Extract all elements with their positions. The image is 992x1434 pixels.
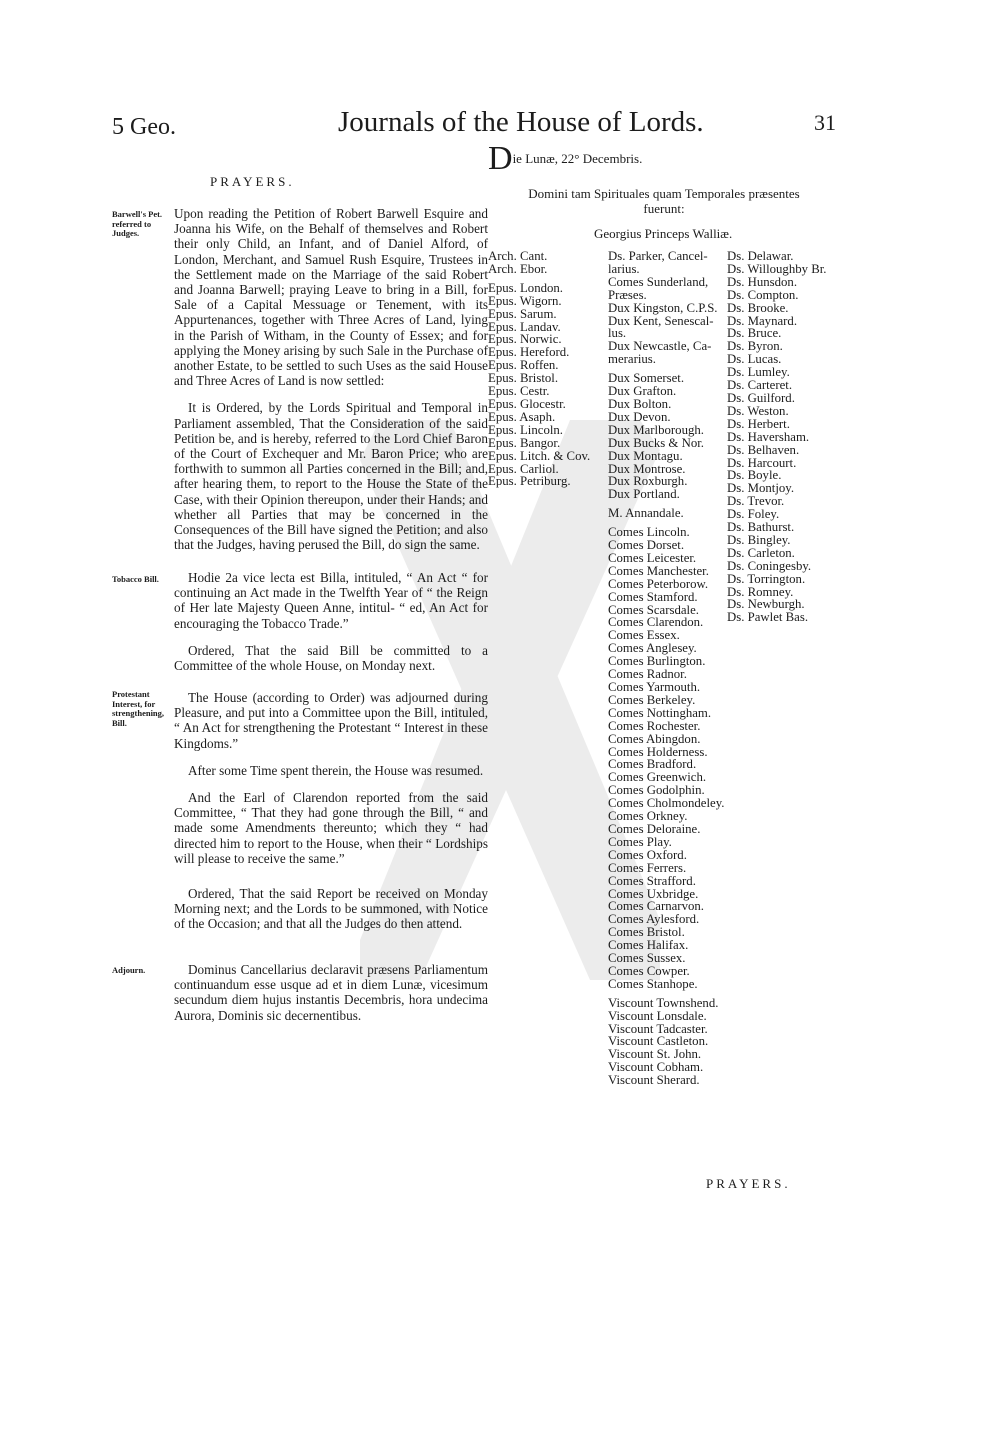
- lord-entry: Ds. Trevor.: [727, 494, 785, 509]
- lord-entry: Dux Montrose.: [608, 461, 686, 476]
- lord-entry: Epus. London.: [488, 280, 564, 295]
- lord-entry: Comes Uxbridge.: [608, 886, 699, 901]
- lord-entry: Comes Dorset.: [608, 538, 685, 553]
- lord-entry: Comes Rochester.: [608, 718, 701, 733]
- lord-entry: Ds. Lumley.: [727, 365, 790, 380]
- lord-entry: Epus. Norwic.: [488, 332, 562, 347]
- margin-note-barwell: Barwell's Pet. referred to Judges.: [112, 209, 163, 238]
- lord-entry: Ds. Bathurst.: [727, 520, 795, 535]
- lord-entry: Comes Manchester.: [608, 563, 709, 578]
- lord-entry: Epus. Asaph.: [488, 409, 556, 424]
- running-head-title: Journals of the House of Lords.: [338, 106, 704, 138]
- lord-entry: Dux Montagu.: [608, 448, 683, 463]
- paragraph-tobacco-order: Ordered, That the said Bill be committed to a Committee of the whole House, on Monday next.: [174, 642, 488, 674]
- lord-entry: Præses.: [608, 287, 647, 302]
- section-barwell: [174, 206, 488, 564]
- lord-entry: Arch. Cant.: [488, 249, 548, 263]
- lord-entry: Epus. Hereford.: [488, 345, 570, 360]
- lord-entry: Epus. Wigorn.: [488, 293, 562, 308]
- lords-list-spiritual: [488, 250, 590, 488]
- lord-entry: Ds. Byron.: [727, 339, 783, 354]
- margin-note-protestant: Protestant Interest, for strengthening, Bill.: [112, 689, 165, 728]
- lord-entry: Viscount Townshend.: [608, 995, 719, 1010]
- lord-entry: Comes Sunderland,: [608, 274, 709, 289]
- lord-entry: Comes Burlington.: [608, 654, 706, 669]
- lord-entry: Ds. Parker, Cancel-: [608, 249, 708, 263]
- prince-of-wales-line: Georgius Princeps Walliæ.: [594, 226, 733, 241]
- lord-entry: Comes Clarendon.: [608, 615, 704, 630]
- lord-entry: Viscount St. John.: [608, 1047, 702, 1062]
- lord-entry: Comes Greenwich.: [608, 770, 707, 785]
- section-protestant: [174, 690, 488, 944]
- lord-entry: Dux Marlborough.: [608, 422, 704, 437]
- catchword: PRAYERS.: [706, 1176, 791, 1191]
- lord-entry: Dux Portland.: [608, 487, 680, 502]
- lord-entry: Ds. Lucas.: [727, 352, 782, 367]
- lord-entry: Dux Somerset.: [608, 371, 685, 386]
- lord-entry: Ds. Pawlet Bas.: [727, 610, 809, 625]
- left-column-heading: PRAYERS.: [210, 174, 295, 189]
- lord-entry: Comes Halifax.: [608, 938, 689, 953]
- lord-entry: Comes Cholmondeley.: [608, 796, 725, 811]
- lord-entry: Dux Newcastle, Ca-: [608, 339, 712, 354]
- lord-entry: Comes Stamford.: [608, 589, 698, 604]
- lord-entry: Ds. Belhaven.: [727, 442, 800, 457]
- lord-entry: Dux Roxburgh.: [608, 474, 688, 489]
- paragraph-protestant-resumed: After some Time spent therein, the House was resumed.: [188, 762, 484, 778]
- lord-entry: Comes Aylesford.: [608, 912, 700, 927]
- lord-entry: Epus. Sarum.: [488, 306, 557, 321]
- lord-entry: Ds. Guilford.: [727, 390, 795, 405]
- paragraph-protestant-order: Ordered, That the said Report be received on Monday Morning next; and the Lords to be summoned, with Notice of the Occasion; and that all the Judges do then attend.: [174, 886, 488, 932]
- paragraph-adjourn: Dominus Cancellarius declaravit præsens Parliamentum continuandum esse usque ad et in diem Lunæ, vicesimum secundum diem hujus instantis Decembris, hora undecima Aurora, Dominis sic decernentibus.: [174, 962, 488, 1023]
- lord-entry: merarius.: [608, 352, 656, 367]
- lord-entry: Comes Carnarvon.: [608, 899, 704, 914]
- lord-entry: Dux Bolton.: [608, 396, 672, 411]
- lord-entry: Ds. Maynard.: [727, 313, 798, 328]
- lord-entry: Ds. Hunsdon.: [727, 274, 798, 289]
- lord-entry: Comes Oxford.: [608, 847, 687, 862]
- lord-entry: Ds. Carteret.: [727, 378, 793, 393]
- date-line-text: ie Lunæ, 22° Decembris.: [512, 151, 643, 166]
- margin-note-adjourn: Adjourn.: [112, 965, 146, 975]
- lord-entry: Comes Radnor.: [608, 667, 687, 682]
- lord-entry: Ds. Newburgh.: [727, 597, 805, 612]
- lord-entry: Comes Bristol.: [608, 925, 685, 940]
- lord-entry: Comes Lincoln.: [608, 525, 690, 540]
- lord-entry: lus.: [608, 326, 627, 341]
- lord-entry: Comes Play.: [608, 834, 672, 849]
- lord-entry: Ds. Romney.: [727, 584, 794, 599]
- lord-entry: Dux Devon.: [608, 409, 671, 424]
- paragraph-barwell-order: It is Ordered, by the Lords Spiritual and Temporal in Parliament assembled, That the Consideration of the said Petition be, and is hereby, referred to the Lord Chief Baron of the Court of Exchequer and Mr. Baron Price; who are forthwith to summon all Parties concerned in the Bill; and, after hearing them, to report to the House the State of the Case, with their Opinion thereupon, under their Hands; and whether all Parties that may be concerned in the Consequences of the Bill have signed the Petition; and also that the Judges, having perused the Bill, do sign the same.: [174, 400, 488, 553]
- lord-entry: Epus. Petriburg.: [488, 474, 571, 489]
- paragraph-protestant-committee: The House (according to Order) was adjourned during Pleasure, and put into a Committee upon the Bill, intituled, “ An Act for strengthening the Protestant “ Interest in these Kingdoms.”: [174, 690, 488, 751]
- lord-entry: Epus. Carliol.: [488, 461, 559, 476]
- lord-entry: Ds. Foley.: [727, 507, 780, 522]
- lord-entry: Comes Ferrers.: [608, 860, 687, 875]
- lord-entry: Ds. Coningesby.: [727, 558, 812, 573]
- lord-entry: Comes Sussex.: [608, 951, 686, 966]
- lord-entry: Epus. Bangor.: [488, 435, 561, 450]
- date-line: [488, 140, 643, 177]
- lord-entry: Ds. Delawar.: [727, 249, 794, 263]
- lord-entry: Viscount Lonsdale.: [608, 1008, 707, 1023]
- lord-entry: Epus. Landav.: [488, 319, 561, 334]
- lord-entry: Epus. Lincoln.: [488, 422, 563, 437]
- page-number: 31: [814, 110, 836, 135]
- lord-entry: Comes Yarmouth.: [608, 680, 701, 694]
- lord-entry: Comes Essex.: [608, 628, 680, 643]
- lord-entry: Epus. Bristol.: [488, 371, 559, 386]
- lord-entry: Viscount Cobham.: [608, 1060, 704, 1075]
- lord-entry: Comes Cowper.: [608, 963, 690, 978]
- drop-cap: D: [488, 140, 513, 177]
- lord-entry: Comes Godolphin.: [608, 783, 705, 798]
- lord-entry: M. Annandale.: [608, 506, 684, 521]
- lord-entry: Comes Peterborow.: [608, 576, 709, 591]
- lords-list-temporal: [608, 250, 724, 1087]
- paragraph-tobacco-reading: Hodie 2a vice lecta est Billa, intituled, “ An Act “ for continuing an Act made in the Twelfth Year of “ the Reign of Her late Majesty Queen Anne, intitul- “ ed, An Act for encouraging the Tobacco Trade.”: [174, 570, 488, 631]
- lord-entry: Comes Holderness.: [608, 744, 708, 759]
- lord-entry: Arch. Ebor.: [488, 261, 548, 276]
- lord-entry: Ds. Bruce.: [727, 326, 782, 341]
- lord-entry: Ds. Carleton.: [727, 545, 795, 560]
- lord-entry: Comes Scarsdale.: [608, 602, 699, 617]
- lord-entry: larius.: [608, 261, 640, 276]
- lord-entry: Dux Kingston, C.P.S.: [608, 300, 718, 315]
- lord-entry: Ds. Herbert.: [727, 416, 790, 431]
- lord-entry: Epus. Litch. & Cov.: [488, 448, 591, 463]
- lord-entry: Ds. Torrington.: [727, 571, 806, 586]
- attendance-heading: Domini tam Spirituales quam Temporales præsentes fuerunt:: [528, 186, 800, 216]
- margin-note-tobacco: Tobacco Bill.: [112, 574, 159, 584]
- section-adjourn: [174, 962, 488, 1035]
- lord-entry: Comes Strafford.: [608, 873, 696, 888]
- lord-entry: Ds. Willoughby Br.: [727, 261, 827, 276]
- running-head-regnal-year: 5 Geo.: [112, 114, 176, 140]
- lord-entry: Comes Berkeley.: [608, 692, 696, 707]
- lord-entry: Epus. Cestr.: [488, 384, 550, 399]
- lord-entry: Comes Bradford.: [608, 757, 697, 772]
- lord-entry: Viscount Tadcaster.: [608, 1021, 708, 1036]
- lord-entry: Dux Bucks & Nor.: [608, 435, 704, 450]
- lord-entry: Ds. Weston.: [727, 403, 789, 418]
- lord-entry: Comes Orkney.: [608, 809, 688, 824]
- lord-entry: Ds. Montjoy.: [727, 481, 795, 496]
- lord-entry: Comes Abingdon.: [608, 731, 701, 746]
- paragraph-barwell-petition: Upon reading the Petition of Robert Barwell Esquire and Joanna his Wife, on the Behalf of themselves and Robert their only Child, an Infant, and of Daniel Alford, of London, Merchant, and Samuel Rush Esquire, Trustees in the Settlement made on the Marriage of the said Robert and Joanna Barwell; praying Leave to bring in a Bill, for Sale of a Capital Messuage or Tenement, with its Appurtenances, together with Three Acres of Land, lying in the Parish of Witham, in the County of Essex; and for applying the Money arising by such Sale in the Purchase of another Estate, to be settled to such Uses as the said House and Three Acres of Land is now settled:: [174, 206, 488, 389]
- lord-entry: Ds. Harcourt.: [727, 455, 797, 470]
- lord-entry: Dux Kent, Senescal-: [608, 313, 714, 328]
- lord-entry: Comes Nottingham.: [608, 705, 712, 720]
- lord-entry: Epus. Glocestr.: [488, 396, 566, 411]
- lord-entry: Comes Deloraine.: [608, 821, 701, 836]
- lord-entry: Dux Grafton.: [608, 384, 677, 399]
- lord-entry: Ds. Compton.: [727, 287, 799, 302]
- lords-list-barons: [727, 250, 827, 624]
- lord-entry: Viscount Sherard.: [608, 1073, 700, 1088]
- lord-entry: Ds. Boyle.: [727, 468, 782, 483]
- lord-entry: Comes Stanhope.: [608, 976, 698, 991]
- section-tobacco: [174, 570, 488, 685]
- lord-entry: Ds. Haversham.: [727, 429, 810, 444]
- lord-entry: Comes Leicester.: [608, 550, 697, 565]
- lord-entry: Epus. Roffen.: [488, 358, 559, 373]
- lord-entry: Comes Anglesey.: [608, 641, 697, 656]
- paragraph-protestant-report: And the Earl of Clarendon reported from the said Committee, “ That they had gone through the Bill, “ and made some Amendments thereunto; which they “ had directed him to report to the House, when their “ Lordships will please to receive the same.”: [174, 790, 488, 866]
- lord-entry: Ds. Bingley.: [727, 532, 791, 547]
- lord-entry: Viscount Castleton.: [608, 1034, 709, 1049]
- lord-entry: Ds. Brooke.: [727, 300, 789, 315]
